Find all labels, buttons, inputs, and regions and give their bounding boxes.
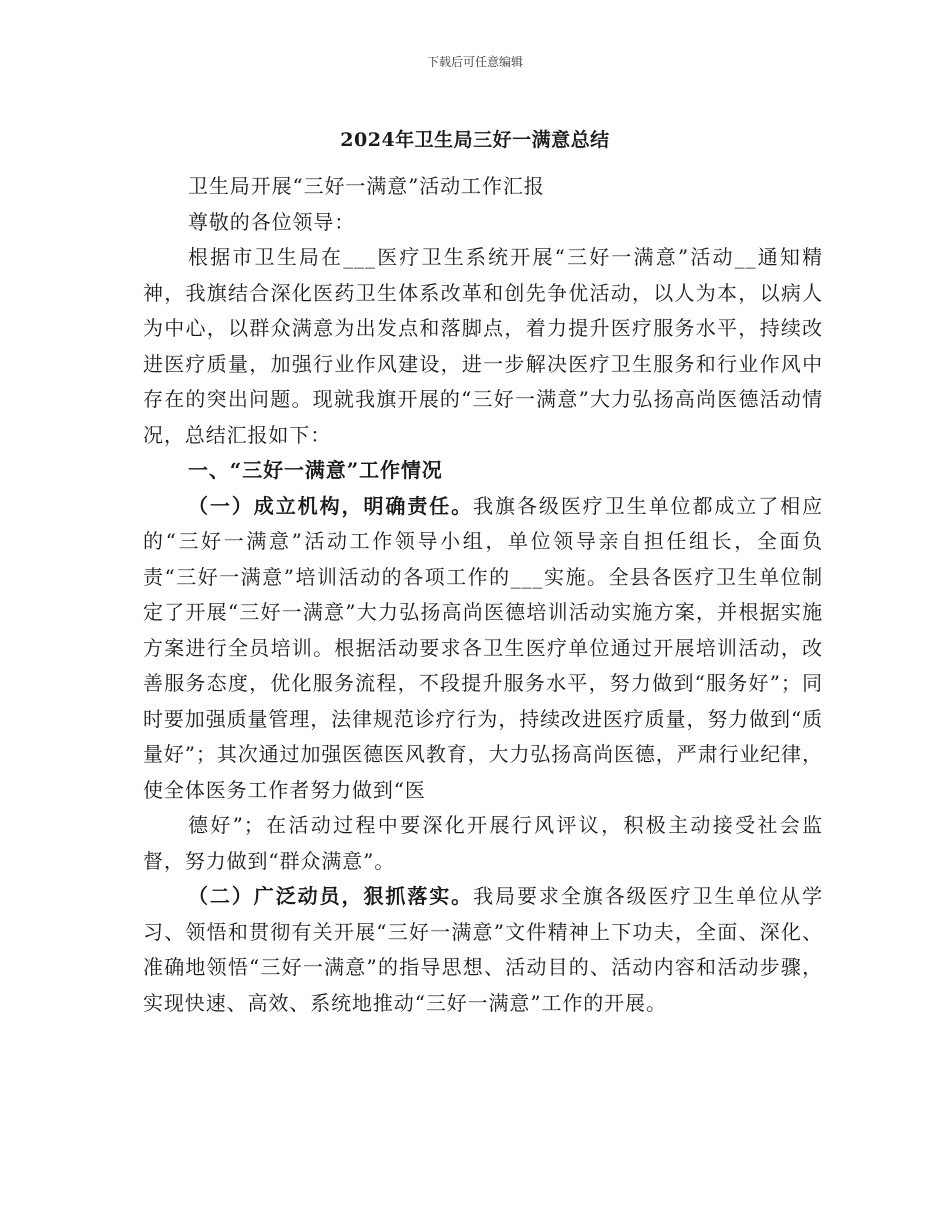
item-2-body: 我局要求全旗各级医疗卫生单位从学习、领悟和贯彻有关开展“三好一满意”文件精神上下功夫，全面、深化、准确地领悟“三好一满意”的指导思想、活动目的、活动内容和活动步骤，实现快速、高效、系统地推动“三好一满意”工作的开展。 [143,884,824,1015]
intro-paragraph: 根据市卫生局在___医疗卫生系统开展“三好一满意”活动__通知精神，我旗结合深化医药卫生体系改革和创先争优活动，以人为本，以病人为中心，以群众满意为出发点和落脚点，着力提升医疗服务水平，持续改进医疗质量，加强行业作风建设，进一步解决医疗卫生服务和行业作风中存在的突出问题。现就我旗开展的“三好一满意”大力弘扬高尚医德活动情况，总结汇报如下： [143,245,823,447]
item-1-lead: （一）成立机构，明确责任。 [188,493,474,518]
section-heading-1: 一、“三好一满意”工作情况 [188,458,443,482]
item-1-body: 我旗各级医疗卫生单位都成立了相应的“三好一满意”活动工作领导小组，单位领导亲自担任组长，全面负责“三好一满意”培训活动的各项工作的___实施。全县各医疗卫生单位制定了开展“三好一满意”大力弘扬高尚医德培训活动实施方案，并根据实施方案进行全员培训。根据活动要求各卫生医疗单位通过开展培训活动，改善服务态度，优化服务流程，不段提升服务水平，努力做到“服务好”；同时要加强质量管理，法律规范诊疗行为，持续改进医疗质量，努力做到“质量好”；其次通过加强医德医风教育，大力弘扬高尚医德，严肃行业纪律，使全体医务工作者努力做到“医 [143,493,824,802]
item-2-lead: （二）广泛动员，狠抓落实。 [188,884,474,908]
header-note: 下载后可任意编辑 [426,55,523,69]
document-body [143,169,823,1021]
salutation: 尊敬的各位领导： [188,209,356,234]
item-1-paragraph [143,489,823,809]
item-1-continuation: 德好”；在活动过程中要深化开展行风评议，积极主动接受社会监督，努力做到“群众满意”。 [143,813,823,873]
item-2-paragraph [143,879,823,1021]
document-title: 2024年卫生局三好一满意总结 [340,129,610,151]
report-subtitle: 卫生局开展“三好一满意”活动工作汇报 [188,174,545,198]
